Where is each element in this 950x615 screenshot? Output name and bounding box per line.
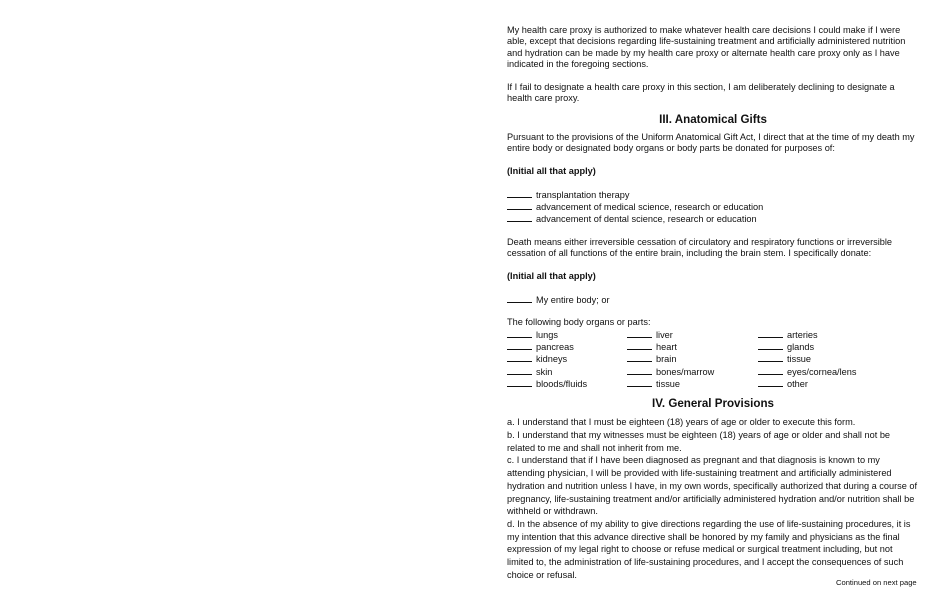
provisions-list <box>507 416 919 581</box>
initial-blank[interactable] <box>507 341 532 350</box>
list-item: lungs <box>507 329 627 341</box>
initial-blank[interactable] <box>758 341 783 350</box>
list-item: heart <box>627 341 758 353</box>
initial-blank[interactable] <box>758 329 783 338</box>
organs-grid <box>507 329 919 390</box>
anatomical-gifts-title: III. Anatomical Gifts <box>659 112 767 126</box>
list-item: kidneys <box>507 353 627 365</box>
list-item: tissue <box>758 353 919 365</box>
initial-blank[interactable] <box>507 201 532 210</box>
list-item: advancement of medical science, research or education <box>507 201 919 213</box>
initial-blank[interactable] <box>627 341 652 350</box>
list-item: bones/marrow <box>627 366 758 378</box>
general-provisions-title: IV. General Provisions <box>651 397 774 411</box>
entire-body-option: My entire body; or <box>507 294 919 306</box>
initial-blank[interactable] <box>507 366 532 375</box>
continued-note: Continued on next page <box>836 578 917 587</box>
provision-item: b. I understand that my witnesses must be eighteen (18) years of age or older and shall not be related to me and shall not inherit from me. <box>507 430 891 453</box>
initial-blank[interactable] <box>627 329 652 338</box>
list-item: other <box>758 378 919 390</box>
pursuant-paragraph: Pursuant to the provisions of the Uniform Anatomical Gift Act, I direct that at the time of my death my entire body or designated body organs or body parts be donated for purposes of: <box>507 131 915 154</box>
initial-blank[interactable] <box>627 378 652 387</box>
document-column <box>507 25 919 581</box>
initial-blank[interactable] <box>627 366 652 375</box>
initial-blank[interactable] <box>507 189 532 198</box>
initial-blank[interactable] <box>507 378 532 387</box>
list-item: eyes/cornea/lens <box>758 366 919 378</box>
death-definition-paragraph: Death means either irreversible cessation of circulatory and respiratory functions or irreversible cessation of all functions of the entire brain, including the brain stem. I specifically donate: <box>507 236 893 259</box>
decline-proxy-paragraph: If I fail to designate a health care proxy in this section, I am deliberately declining to designate a health care proxy. <box>507 82 895 104</box>
initial-blank[interactable] <box>507 353 532 362</box>
list-item: bloods/fluids <box>507 378 627 390</box>
initial-blank[interactable] <box>758 366 783 375</box>
provision-item: c. I understand that if I have been diagnosed as pregnant and that diagnosis is known to my attending physician, I will be provided with life-sustaining treatment and artificially administered hydration and nutrition unless I have, in my own words, specifically authorized that during a course of pregnancy, life-sustaining treatment and/or artificially administered hydration and/or nutrition shall be withheld or withdrawn. <box>507 455 918 517</box>
list-item: glands <box>758 341 919 353</box>
list-item: liver <box>627 329 758 341</box>
initial-all-label: (Initial all that apply) <box>507 166 596 177</box>
purposes-list <box>507 189 919 226</box>
initial-blank[interactable] <box>507 294 532 303</box>
provision-item: d. In the absence of my ability to give directions regarding the use of life-sustaining procedures, it is my intention that this advance directive shall be honored by my family and physicians as the final expression of my legal right to choose or refuse medical or surgical treatment including, but not limited to, the administration of life-sustaining procedures, and I accept the consequences of such choice or refusal. <box>507 518 911 580</box>
initial-blank[interactable] <box>507 213 532 222</box>
proxy-authority-paragraph: My health care proxy is authorized to make whatever health care decisions I could make if I were able, except that decisions regarding life-sustaining treatment and artificially administered nutrition and hydration can be made by my health care proxy or alternate health care proxy only as I have indicated in the foregoing sections. <box>507 25 906 70</box>
list-item: arteries <box>758 329 919 341</box>
list-item: tissue <box>627 378 758 390</box>
list-item: transplantation therapy <box>507 189 919 201</box>
list-item: advancement of dental science, research or education <box>507 213 919 225</box>
initial-blank[interactable] <box>627 353 652 362</box>
initial-all-label: (Initial all that apply) <box>507 271 596 282</box>
provision-item: a. I understand that I must be eighteen (18) years of age or older to execute this form. <box>507 417 856 428</box>
list-item: skin <box>507 366 627 378</box>
initial-blank[interactable] <box>758 353 783 362</box>
list-item: brain <box>627 353 758 365</box>
initial-blank[interactable] <box>758 378 783 387</box>
initial-blank[interactable] <box>507 329 532 338</box>
organs-intro: The following body organs or parts: <box>507 317 651 328</box>
list-item: pancreas <box>507 341 627 353</box>
